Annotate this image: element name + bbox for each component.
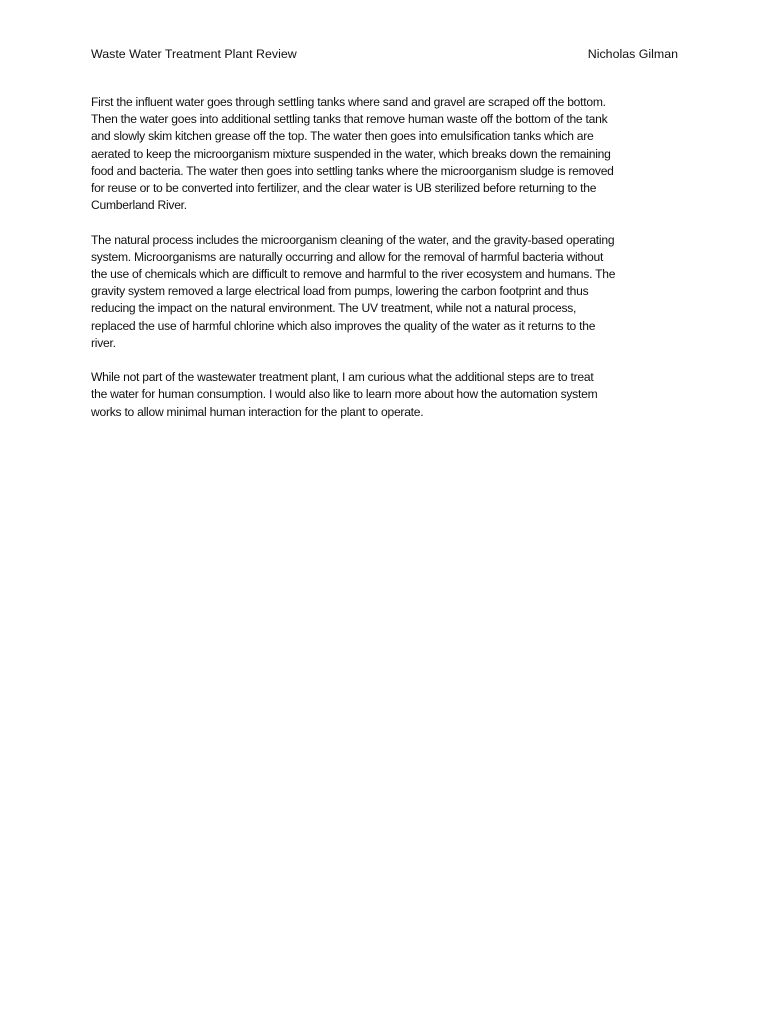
text-line: food and bacteria. The water then goes into settling tanks where the microorganism sludge is removed xyxy=(91,163,614,178)
paragraph-process xyxy=(91,94,681,214)
text-line: First the influent water goes through settling tanks where sand and gravel are scraped off the bottom. xyxy=(91,95,606,109)
document-body xyxy=(91,94,681,438)
text-line: works to allow minimal human interaction for the plant to operate. xyxy=(91,404,424,419)
text-line: aerated to keep the microorganism mixture suspended in the water, which breaks down the remaining xyxy=(91,146,611,161)
text-line: for reuse or to be converted into fertilizer, and the clear water is UB sterilized before returning to the xyxy=(91,181,597,196)
text-line: gravity system removed a large electrical load from pumps, lowering the carbon footprint and thus xyxy=(91,284,589,299)
author-name: Nicholas Gilman xyxy=(587,47,678,61)
paragraph-curiosity xyxy=(91,369,681,421)
document-title: Waste Water Treatment Plant Review xyxy=(91,47,297,61)
page-header xyxy=(91,47,678,65)
text-line: the water for human consumption. I would also like to learn more about how the automation system xyxy=(91,387,598,402)
text-line: reducing the impact on the natural environment. The UV treatment, while not a natural process, xyxy=(91,301,577,316)
text-line: Then the water goes into additional settling tanks that remove human waste off the bottom of the tank xyxy=(91,112,608,127)
text-line: While not part of the wastewater treatment plant, I am curious what the additional steps are to treat xyxy=(91,370,594,385)
paragraph-natural-process xyxy=(91,232,681,352)
text-line: the use of chemicals which are difficult to remove and harmful to the river ecosystem and humans. The xyxy=(91,267,616,282)
text-line: replaced the use of harmful chlorine which also improves the quality of the water as it returns to the xyxy=(91,318,596,333)
text-line: system. Microorganisms are naturally occurring and allow for the removal of harmful bacteria without xyxy=(91,249,604,264)
text-line: and slowly skim kitchen grease off the top. The water then goes into emulsification tanks which are xyxy=(91,129,594,144)
text-line: The natural process includes the microorganism cleaning of the water, and the gravity-based operating xyxy=(91,232,615,247)
text-line: Cumberland River. xyxy=(91,198,187,213)
text-line: river. xyxy=(91,335,116,350)
